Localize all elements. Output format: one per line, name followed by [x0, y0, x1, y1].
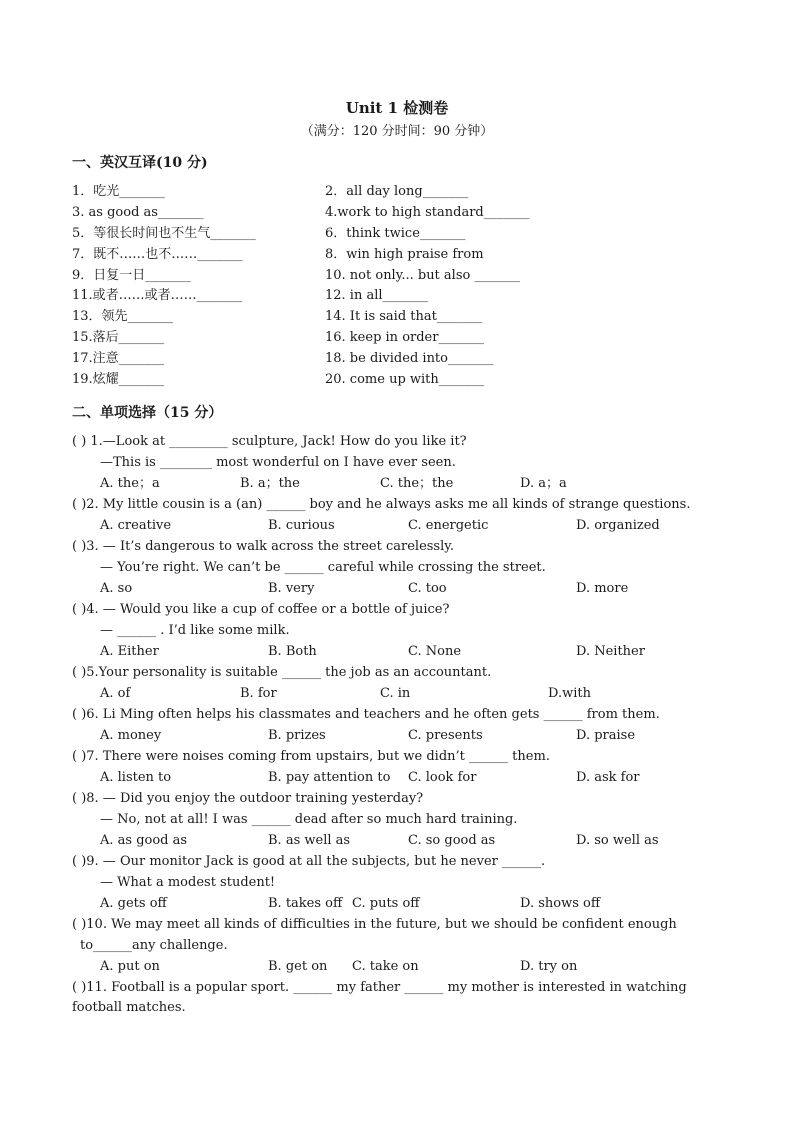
vocab-item: 18. be divided into_______ [325, 351, 494, 366]
option-d: D. organized [576, 518, 660, 533]
options-row [72, 768, 732, 789]
vocab-item: 10. not only... but also _______ [325, 268, 520, 283]
option-b: B. takes off [268, 896, 343, 911]
option-c: C. take on [352, 959, 419, 974]
option-a: A. of [100, 686, 131, 701]
option-a: A. listen to [100, 770, 172, 785]
option-c: C. in [380, 686, 411, 701]
question-line: to______any challenge. [80, 938, 228, 953]
options-row [72, 957, 732, 978]
question-stem: ( )6. Li Ming often helps his classmates and teachers and he often gets ______ from them. [72, 707, 660, 722]
question-stem: ( )5.Your personality is suitable ______ the job as an accountant. [72, 665, 492, 680]
option-a: A. so [100, 581, 133, 596]
option-b: B. curious [268, 518, 335, 533]
option-b: B. Both [268, 644, 317, 659]
vocab-item: 6．think twice_______ [325, 226, 466, 241]
page-subtitle: （满分：120 分时间：90 分钟） [300, 124, 494, 139]
options-row [72, 579, 732, 600]
option-c: C. energetic [408, 518, 489, 533]
question-line: — You’re right. We can’t be ______ careful while crossing the street. [100, 560, 546, 575]
option-a: A. gets off [100, 896, 167, 911]
page-title: Unit 1 检测卷 [345, 99, 449, 117]
options-row [72, 474, 732, 495]
question-stem: ( )10. We may meet all kinds of difficulties in the future, but we should be confident enough [72, 917, 677, 932]
option-a: A. Either [100, 644, 159, 659]
option-d: D. shows off [520, 896, 601, 911]
vocab-item: 20. come up with_______ [325, 372, 485, 387]
vocab-item: 14. It is said that_______ [325, 309, 483, 324]
options-row [72, 894, 732, 915]
vocab-item: 7．既不……也不……_______ [72, 247, 243, 262]
vocab-item: 15.落后_______ [72, 330, 165, 345]
vocab-item: 9．日复一日_______ [72, 268, 191, 283]
vocab-item: 8．win high praise from [325, 247, 484, 262]
options-row [72, 831, 732, 852]
vocab-item: 5．等很长时间也不生气_______ [72, 226, 256, 241]
option-b: B. very [268, 581, 315, 596]
question-line: — No, not at all! I was ______ dead after so much hard training. [100, 812, 518, 827]
question-stem: ( )9. — Our monitor Jack is good at all the subjects, but he never ______. [72, 854, 546, 869]
vocab-item: 19.炫耀_______ [72, 372, 165, 387]
section2-heading: 二、单项选择（15 分） [72, 405, 223, 421]
question-line: — ______ . I’d like some milk. [100, 623, 290, 638]
options-row [72, 642, 732, 663]
option-b: B. a；the [240, 476, 300, 491]
option-d: D. so well as [576, 833, 659, 848]
option-a: A. money [100, 728, 162, 743]
option-d: D. praise [576, 728, 636, 743]
option-c: C. look for [408, 770, 477, 785]
option-a: A. the；a [100, 476, 160, 491]
options-row [72, 516, 732, 537]
option-c: C. puts off [352, 896, 420, 911]
option-d: D. a；a [520, 476, 567, 491]
question-stem: ( )7. There were noises coming from upstairs, but we didn’t ______ them. [72, 749, 550, 764]
question-stem: ( ) 1.—Look at _________ sculpture, Jack! How do you like it? [72, 434, 467, 449]
vocab-item: 2．all day long_______ [325, 184, 469, 199]
option-a: A. as good as [100, 833, 188, 848]
question-stem: ( )4. — Would you like a cup of coffee or a bottle of juice? [72, 602, 450, 617]
mcq-list [72, 432, 732, 1018]
question-line: —This is ________ most wonderful on I have ever seen. [100, 455, 456, 470]
vocab-item: 12. in all_______ [325, 288, 429, 303]
vocab-item: 13．领先_______ [72, 309, 174, 324]
option-a: A. put on [100, 959, 160, 974]
option-d: D. ask for [576, 770, 640, 785]
option-b: B. pay attention to [268, 770, 391, 785]
option-c: C. None [408, 644, 462, 659]
option-b: B. as well as [268, 833, 351, 848]
question-stem: ( )11. Football is a popular sport. ______ my father ______ my mother is interested in watching football matches. [72, 980, 687, 1015]
option-c: C. too [408, 581, 447, 596]
vocab-item: 1．吃光_______ [72, 184, 165, 199]
option-d: D. try on [520, 959, 578, 974]
options-row [72, 726, 732, 747]
option-c: C. the；the [380, 476, 454, 491]
question-stem: ( )8. — Did you enjoy the outdoor training yesterday? [72, 791, 424, 806]
vocab-item: 11.或者……或者……_______ [72, 288, 243, 303]
option-d: D. more [576, 581, 629, 596]
option-d: D. Neither [576, 644, 645, 659]
section1-heading: 一、英汉互译(10 分) [72, 155, 208, 171]
vocab-item: 17.注意_______ [72, 351, 165, 366]
question-stem: ( )3. — It’s dangerous to walk across the street carelessly. [72, 539, 455, 554]
vocab-item: 3. as good as_______ [72, 205, 204, 220]
question-stem: ( )2. My little cousin is a (an) ______ boy and he always asks me all kinds of strange questions. [72, 497, 691, 512]
option-a: A. creative [100, 518, 172, 533]
option-b: B. get on [268, 959, 328, 974]
option-c: C. presents [408, 728, 483, 743]
option-b: B. for [240, 686, 277, 701]
vocab-item: 4.work to high standard_______ [325, 205, 530, 220]
options-row [72, 684, 732, 705]
option-c: C. so good as [408, 833, 496, 848]
vocab-item: 16. keep in order_______ [325, 330, 484, 345]
question-line: — What a modest student! [100, 875, 276, 890]
option-d: D.with [548, 686, 591, 701]
option-b: B. prizes [268, 728, 326, 743]
